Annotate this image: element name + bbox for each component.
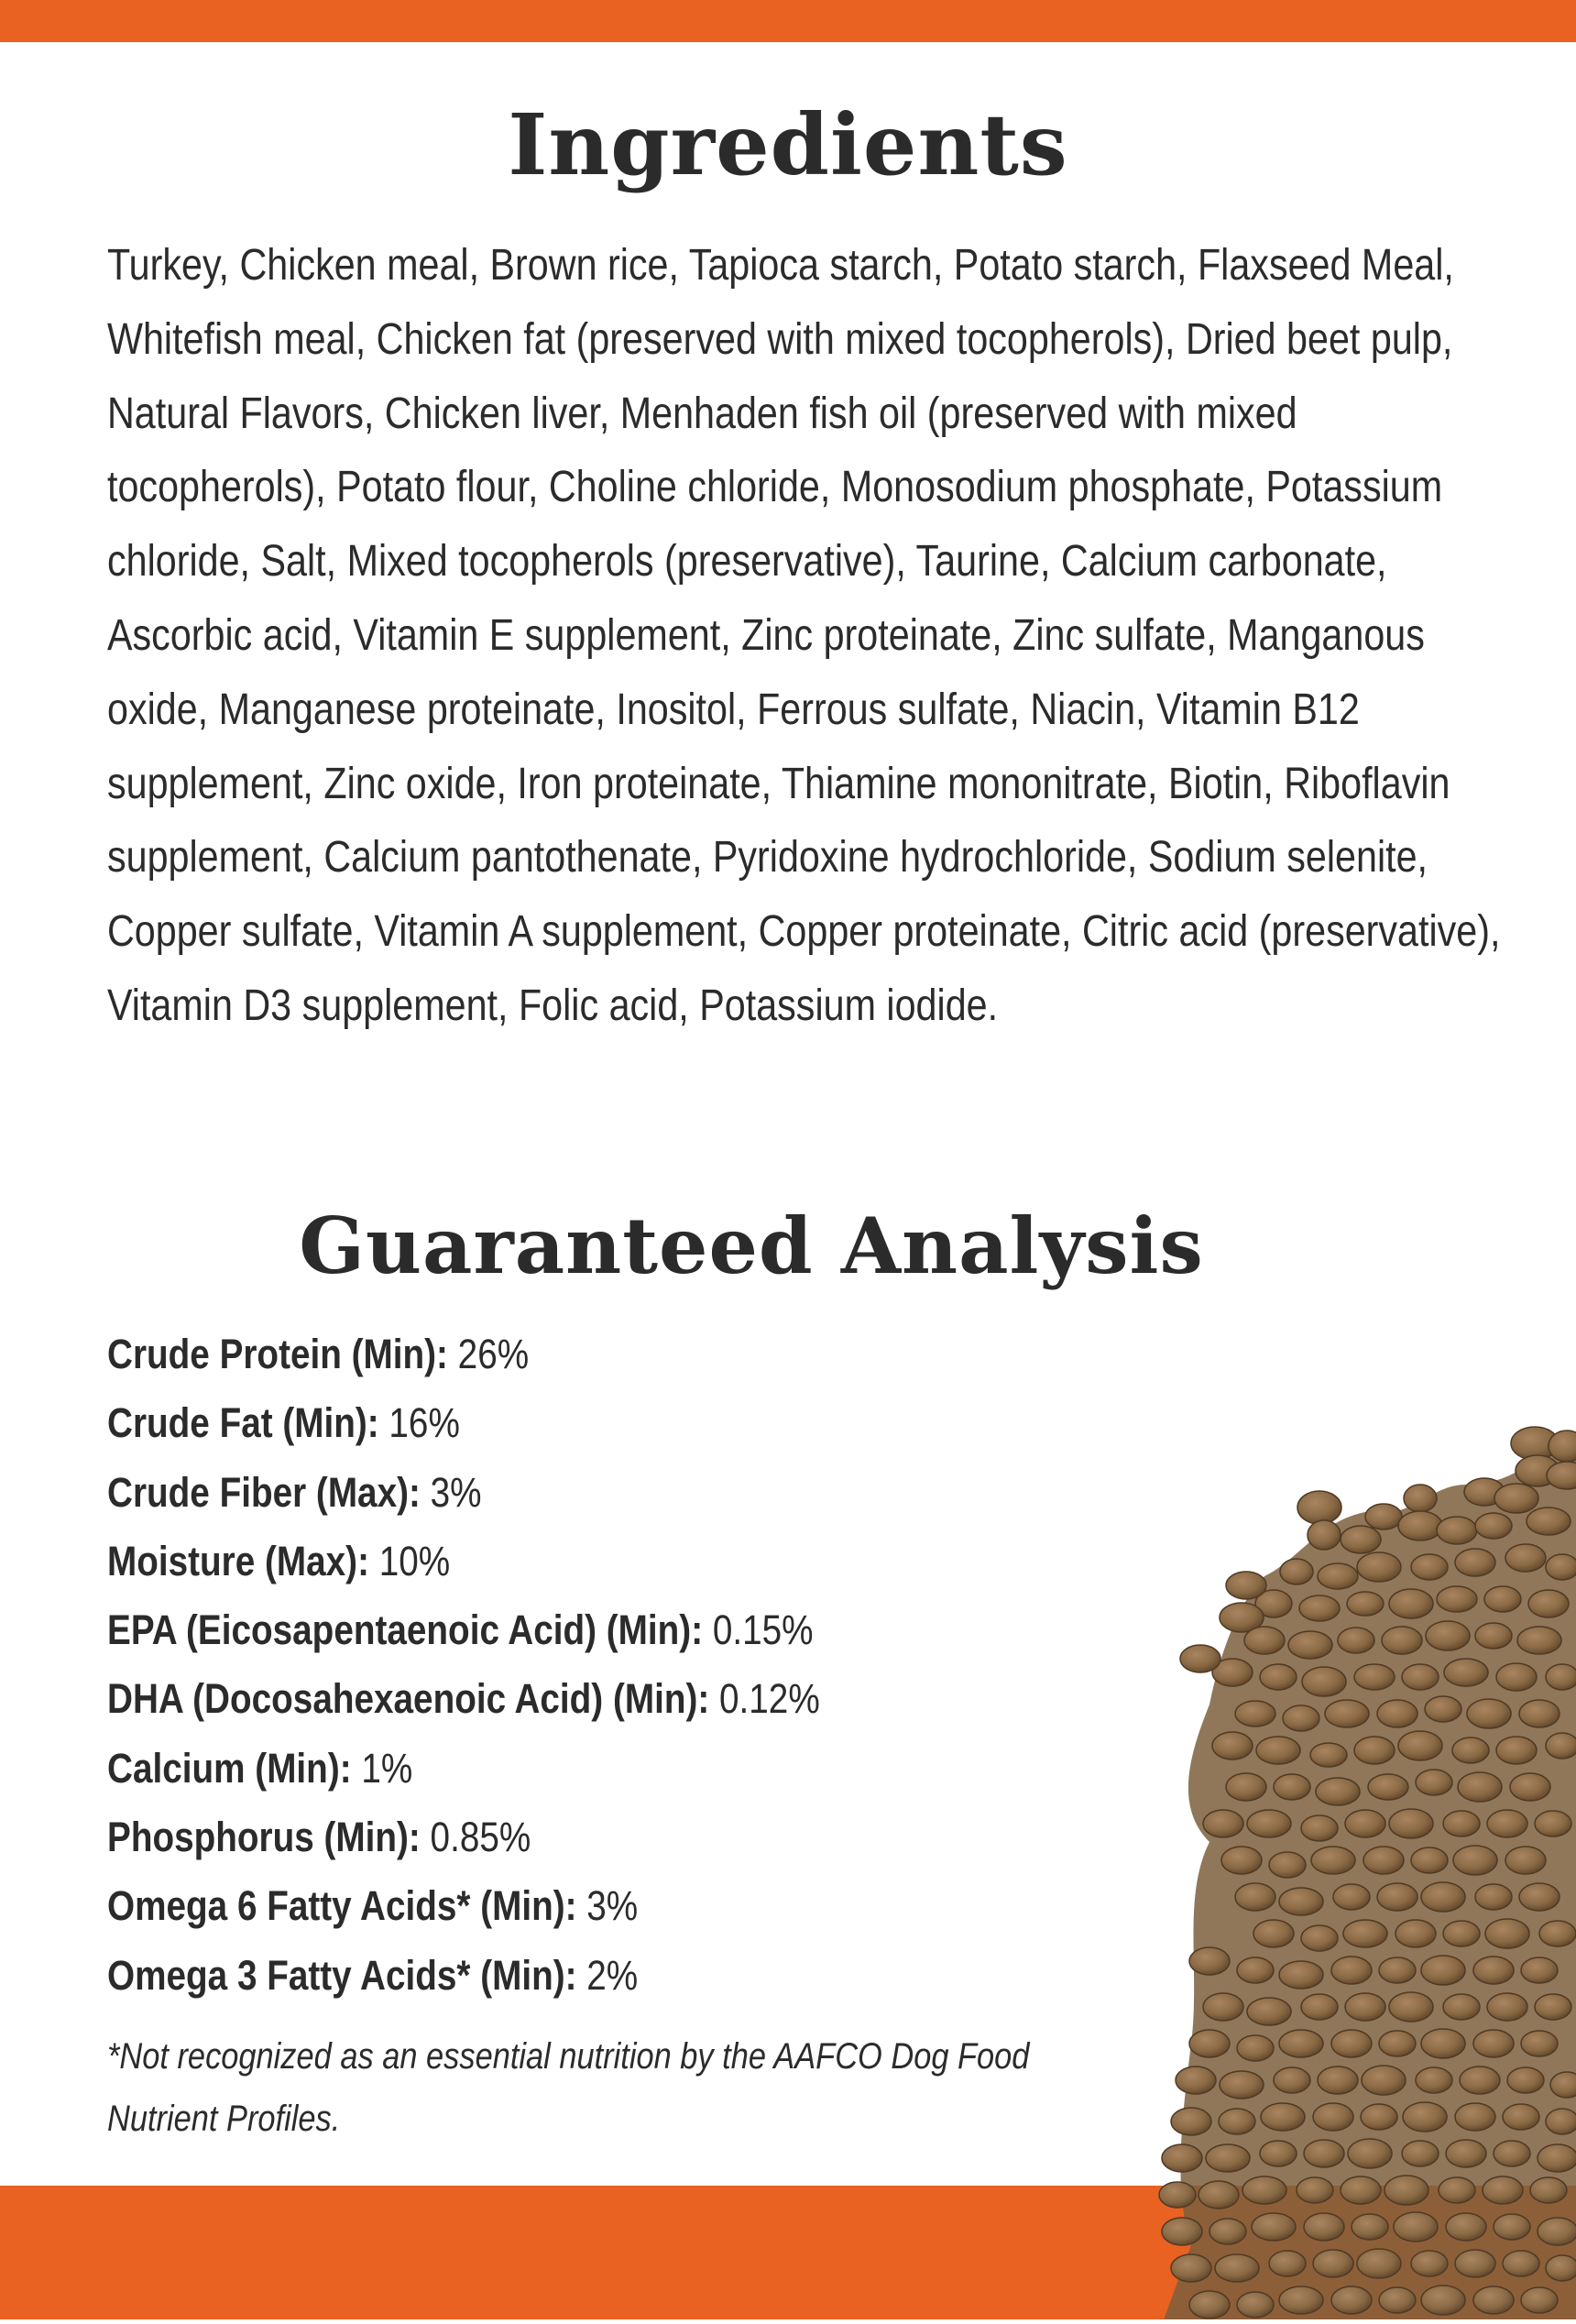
analysis-value: 3% — [420, 1468, 482, 1516]
analysis-value: 10% — [368, 1537, 451, 1584]
aafco-footnote: *Not recognized as an essential nutrition by the AAFCO Dog Food Nutrient Profiles. — [107, 2036, 1030, 2139]
analysis-row-moisture — [107, 1527, 820, 1595]
analysis-label: Omega 6 Fatty Acids* (Min): — [107, 1882, 577, 1930]
ingredients-heading: Ingredients — [508, 95, 1068, 194]
analysis-value: 0.85% — [420, 1814, 531, 1861]
top-accent-bar — [0, 0, 1576, 42]
analysis-value: 2% — [576, 1951, 639, 1999]
analysis-label: Crude Protein (Min): — [107, 1331, 448, 1377]
analysis-value: 16% — [378, 1399, 460, 1447]
analysis-row-crude-protein — [107, 1320, 820, 1388]
analysis-label: DHA (Docosahexaenoic Acid) (Min): — [107, 1675, 710, 1723]
analysis-label: Crude Fat (Min): — [107, 1399, 379, 1447]
analysis-label: Moisture (Max): — [107, 1537, 369, 1584]
guaranteed-analysis-list — [107, 1320, 936, 2010]
analysis-row-calcium — [107, 1734, 820, 1803]
analysis-value: 26% — [447, 1331, 530, 1377]
analysis-row-dha — [107, 1664, 820, 1733]
analysis-value: 3% — [576, 1882, 639, 1930]
analysis-row-omega-6 — [107, 1871, 820, 1940]
analysis-row-crude-fat — [107, 1388, 820, 1457]
analysis-label: Calcium (Min): — [107, 1744, 352, 1792]
analysis-row-omega-3 — [107, 1941, 820, 2010]
analysis-label: Omega 3 Fatty Acids* (Min): — [107, 1951, 577, 1999]
analysis-label: Crude Fiber (Max): — [107, 1468, 421, 1516]
guaranteed-analysis-heading: Guaranteed Analysis — [299, 1200, 1204, 1291]
analysis-row-crude-fiber — [107, 1458, 820, 1527]
analysis-row-epa — [107, 1595, 820, 1664]
analysis-value: 0.15% — [703, 1606, 814, 1654]
analysis-row-phosphorus — [107, 1803, 820, 1871]
ingredients-text: Turkey, Chicken meal, Brown rice, Tapioca starch, Potato starch, Flaxseed Meal, Whitefish meal, Chicken fat (preserved with mixed tocopherols), Dried beet pulp, Natural Flavors, Chicken liver, Menhaden fish oil (preserved with mixed tocopherols), Potato flour, Choline chloride, Monosodium phosphate, Potassium chloride, Salt, Mixed tocopherols (preservative), Taurine, Calcium carbonate, Ascorbic acid, Vitamin E supplement, Zinc proteinate, Zinc sulfate, Manganous oxide, Manganese proteinate, Inositol, Ferrous sulfate, Niacin, Vitamin B12 supplement, Zinc oxide, Iron proteinate, Thiamine mononitrate, Biotin, Riboflavin supplement, Calcium pantothenate, Pyridoxine hydrochloride, Sodium selenite, Copper sulfate, Vitamin A supplement, Copper proteinate, Citric acid (preservative), Vitamin D3 supplement, Folic acid, Potassium iodide. — [107, 241, 1501, 1030]
analysis-label: EPA (Eicosapentaenoic Acid) (Min): — [107, 1606, 704, 1654]
analysis-value: 0.12% — [709, 1675, 820, 1723]
kibble-pile-image — [1155, 1420, 1576, 2319]
analysis-label: Phosphorus (Min): — [107, 1814, 421, 1861]
analysis-value: 1% — [351, 1744, 413, 1792]
